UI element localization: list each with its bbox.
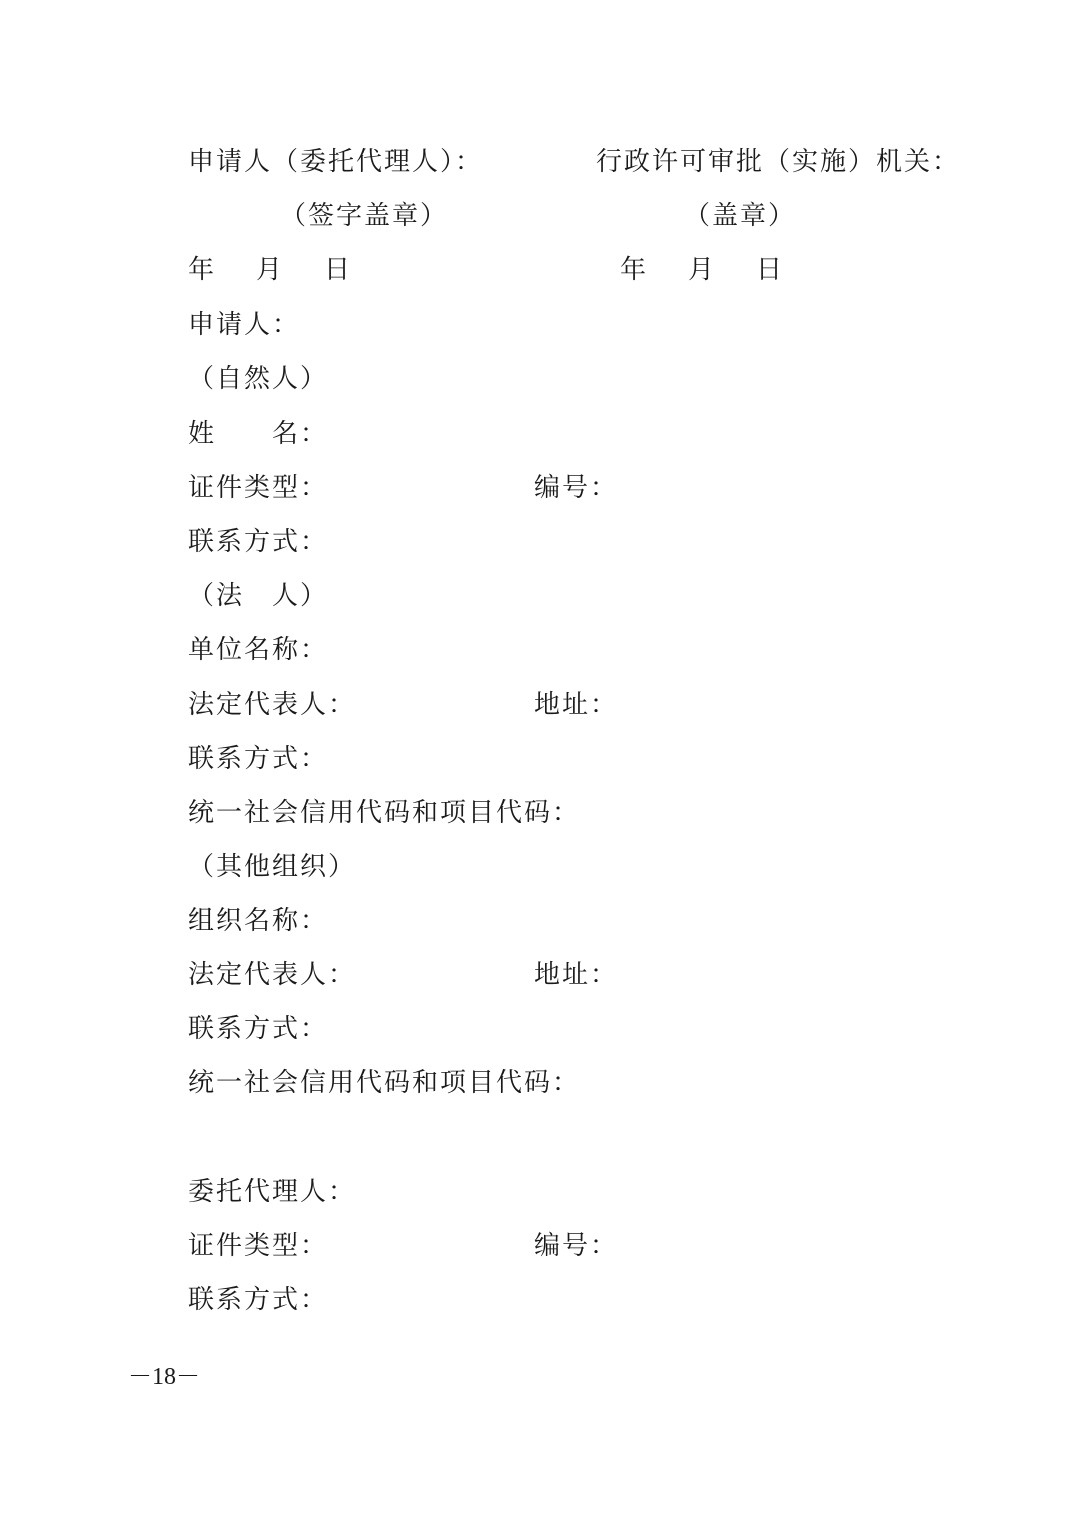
authority-date: 年 月 日 xyxy=(620,255,791,285)
agent-id-number-label: 编号： xyxy=(534,1231,619,1261)
natural-person-id-type-label: 证件类型： xyxy=(188,473,329,503)
applicant-signature-label: 申请人（委托代理人）： xyxy=(188,147,484,177)
natural-person-contact-label: 联系方式： xyxy=(188,527,329,557)
other-org-contact-label: 联系方式： xyxy=(188,1014,329,1044)
legal-person-credit-code-label: 统一社会信用代码和项目代码： xyxy=(188,798,581,828)
agent-id-type-label: 证件类型： xyxy=(188,1231,329,1261)
natural-person-id-number-label: 编号： xyxy=(534,473,619,503)
other-org-name-label: 组织名称： xyxy=(188,906,329,936)
authority-stamp-note: （盖章） xyxy=(684,201,797,231)
authority-signature-label: 行政许可审批（实施）机关： xyxy=(596,147,961,177)
legal-person-address-label: 地址： xyxy=(534,690,619,720)
applicant-stamp-note: （签字盖章） xyxy=(280,201,449,231)
legal-person-unit-name-label: 单位名称： xyxy=(188,635,329,665)
other-org-heading: （其他组织） xyxy=(188,852,357,882)
applicant-date: 年 月 日 xyxy=(188,255,359,285)
page-number: －18－ xyxy=(128,1364,200,1390)
legal-person-heading: （法 人） xyxy=(188,581,329,611)
other-org-address-label: 地址： xyxy=(534,960,619,990)
applicant-heading: 申请人： xyxy=(188,310,301,340)
natural-person-heading: （自然人） xyxy=(188,364,329,394)
agent-contact-label: 联系方式： xyxy=(188,1285,329,1315)
legal-person-contact-label: 联系方式： xyxy=(188,744,329,774)
other-org-credit-code-label: 统一社会信用代码和项目代码： xyxy=(188,1068,581,1098)
other-org-representative-label: 法定代表人： xyxy=(188,960,357,990)
agent-heading: 委托代理人： xyxy=(188,1177,357,1207)
legal-person-representative-label: 法定代表人： xyxy=(188,690,357,720)
natural-person-name-label: 姓 名： xyxy=(188,419,329,449)
